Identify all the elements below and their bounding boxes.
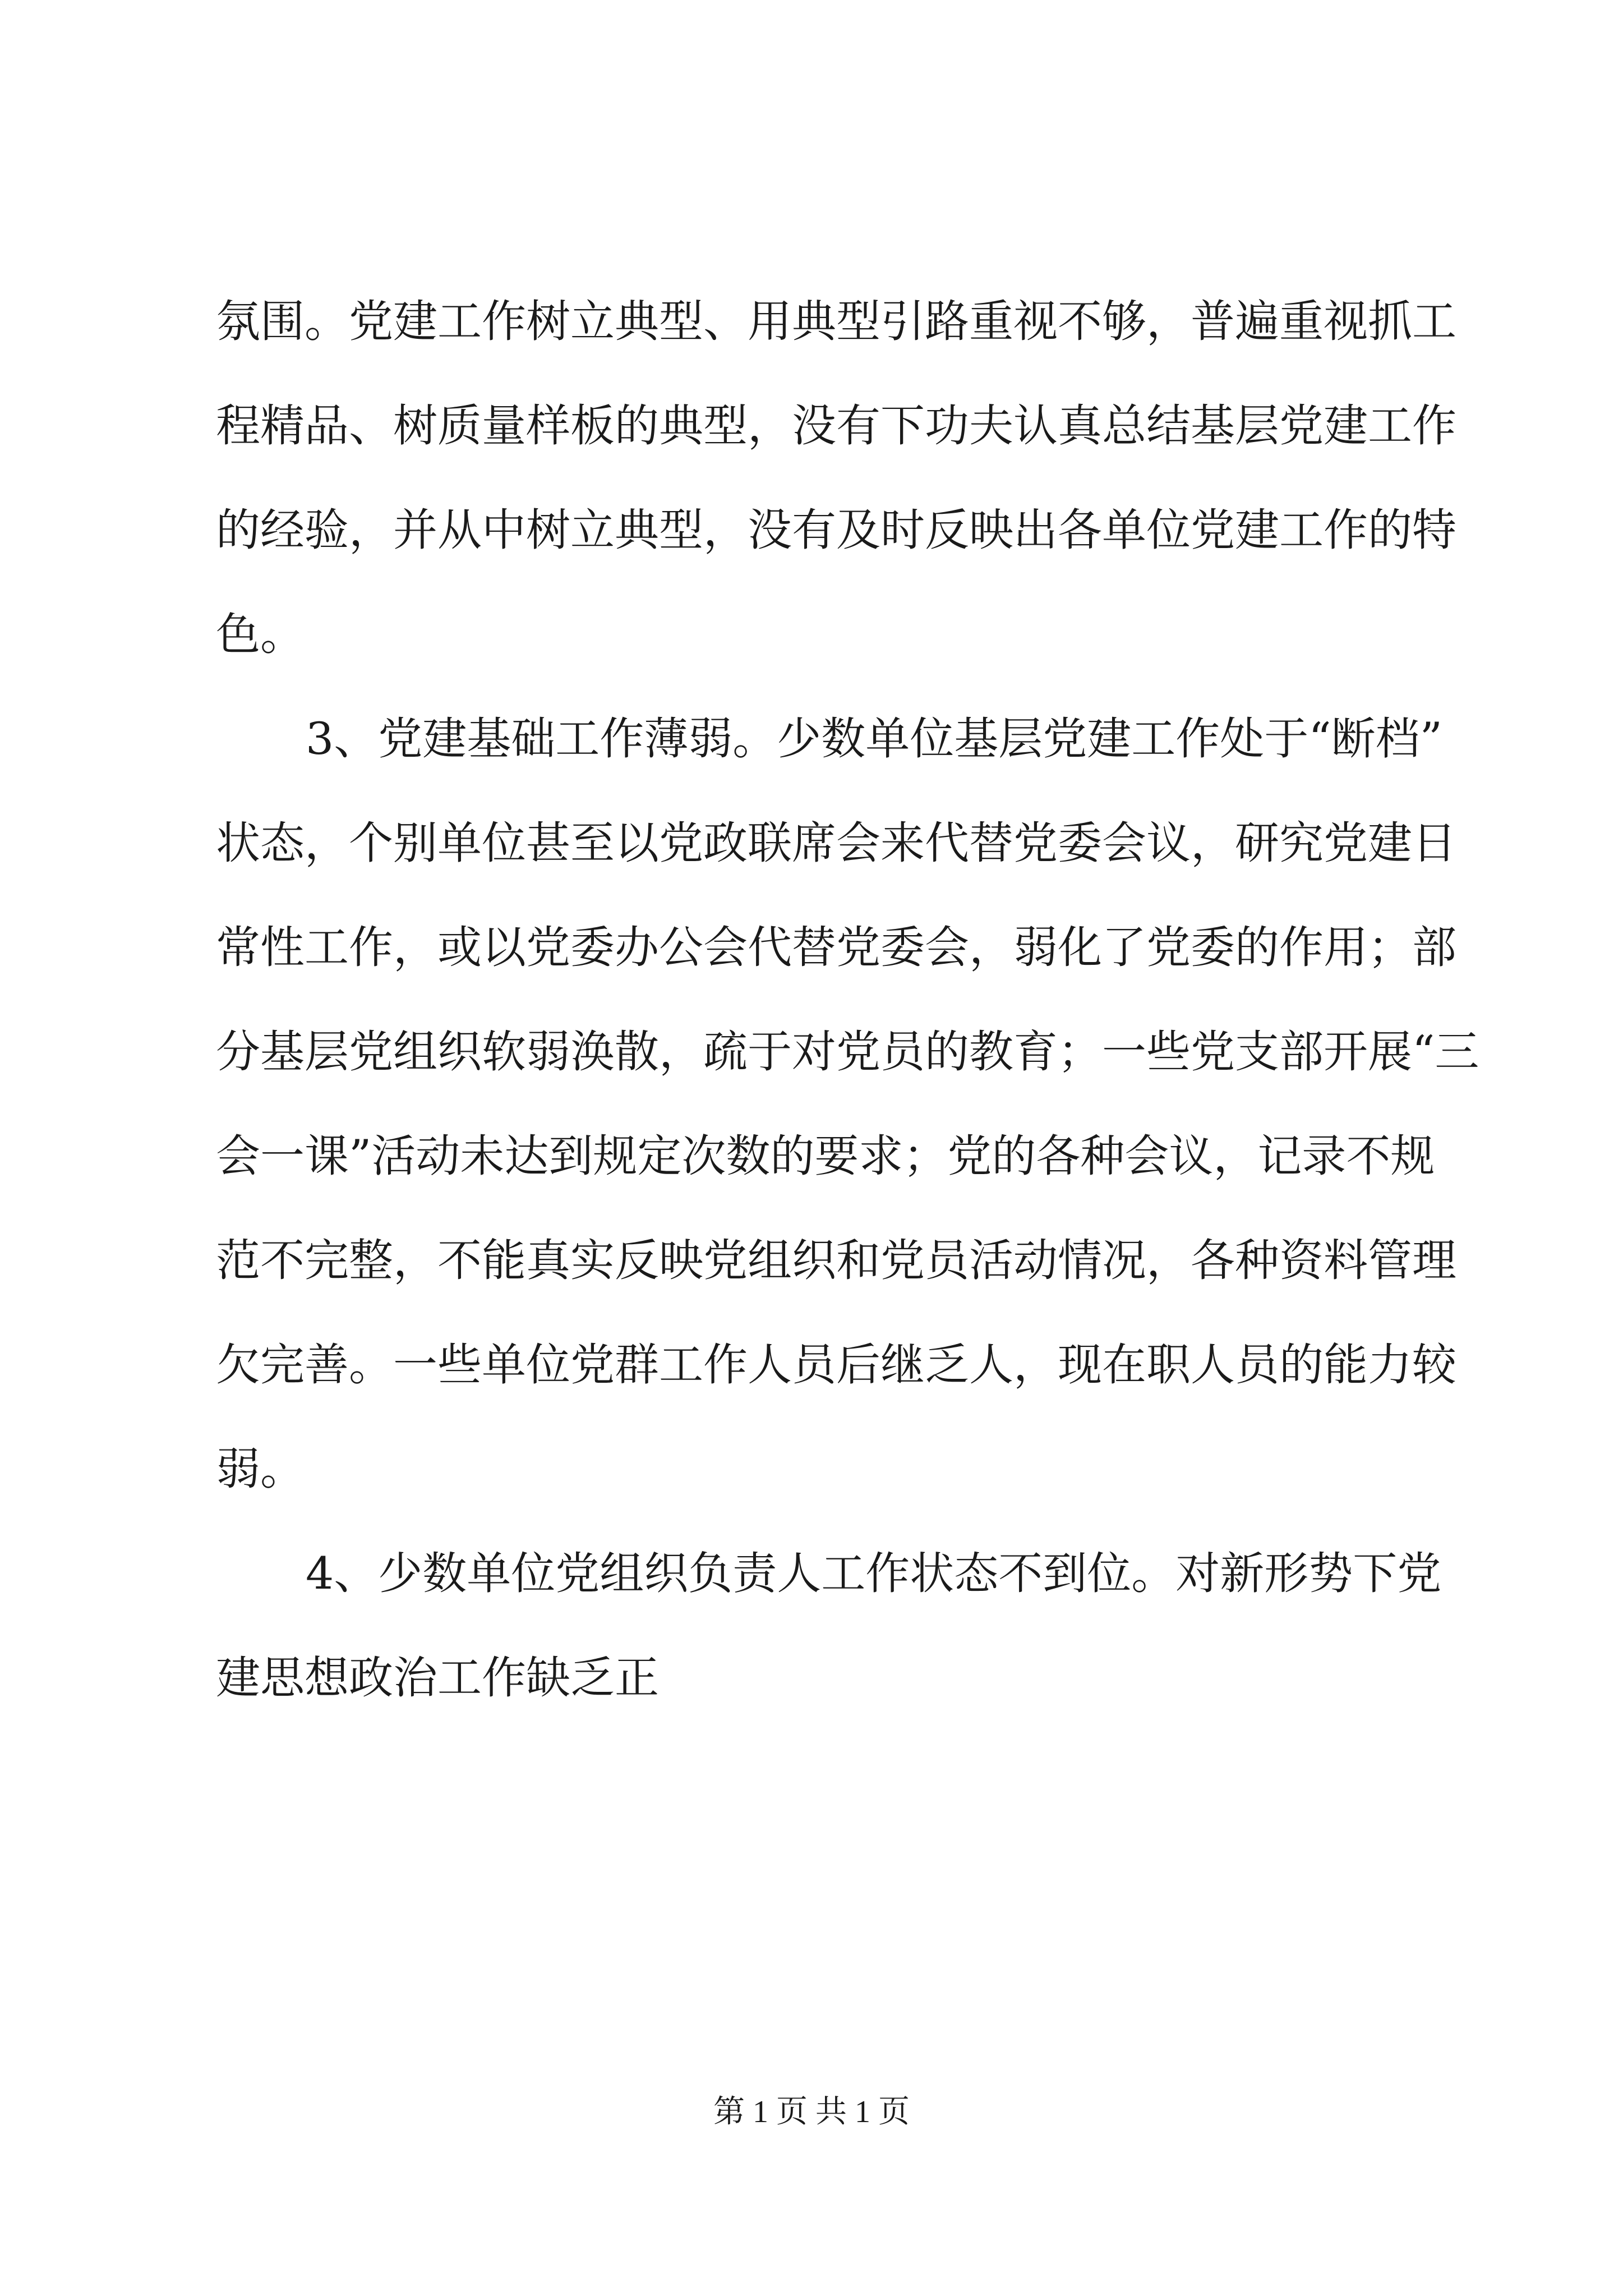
text-line: 程精品、树质量样板的典型，没有下功夫认真总结基层党建工作 xyxy=(216,400,1456,452)
paragraph-2 xyxy=(216,687,1479,1521)
text-line: 4、少数单位党组织负责人工作状态不到位。对新形势下党 xyxy=(306,1548,1442,1599)
text-line: 弱。 xyxy=(216,1443,305,1495)
text-line: 3、党建基础工作薄弱。少数单位基层党建工作处于“断档” xyxy=(306,713,1443,765)
text-line: 氛围。党建工作树立典型、用典型引路重视不够，普遍重视抓工 xyxy=(216,296,1456,347)
page-footer: 第 1 页 共 1 页 xyxy=(713,2095,910,2129)
paragraph-1 xyxy=(216,269,1456,687)
text-line: 状态，个别单位甚至以党政联席会来代替党委会议，研究党建日 xyxy=(216,817,1456,869)
text-line: 欠完善。一些单位党群工作人员后继乏人，现在职人员的能力较 xyxy=(216,1339,1456,1391)
text-line: 建思想政治工作缺乏正 xyxy=(216,1652,659,1704)
text-line: 常性工作，或以党委办公会代替党委会，弱化了党委的作用；部 xyxy=(216,922,1456,973)
text-line: 范不完整，不能真实反映党组织和党员活动情况，各种资料管理 xyxy=(216,1235,1456,1286)
text-line: 色。 xyxy=(216,609,305,660)
text-line: 分基层党组织软弱涣散，疏于对党员的教育；一些党支部开展“三 xyxy=(216,1026,1479,1078)
text-line: 会一课”活动未达到规定次数的要求；党的各种会议，记录不规 xyxy=(216,1130,1435,1182)
paragraph-3 xyxy=(216,1521,1442,1730)
document-body xyxy=(216,269,1479,1730)
text-line: 的经验，并从中树立典型，没有及时反映出各单位党建工作的特 xyxy=(216,504,1456,556)
